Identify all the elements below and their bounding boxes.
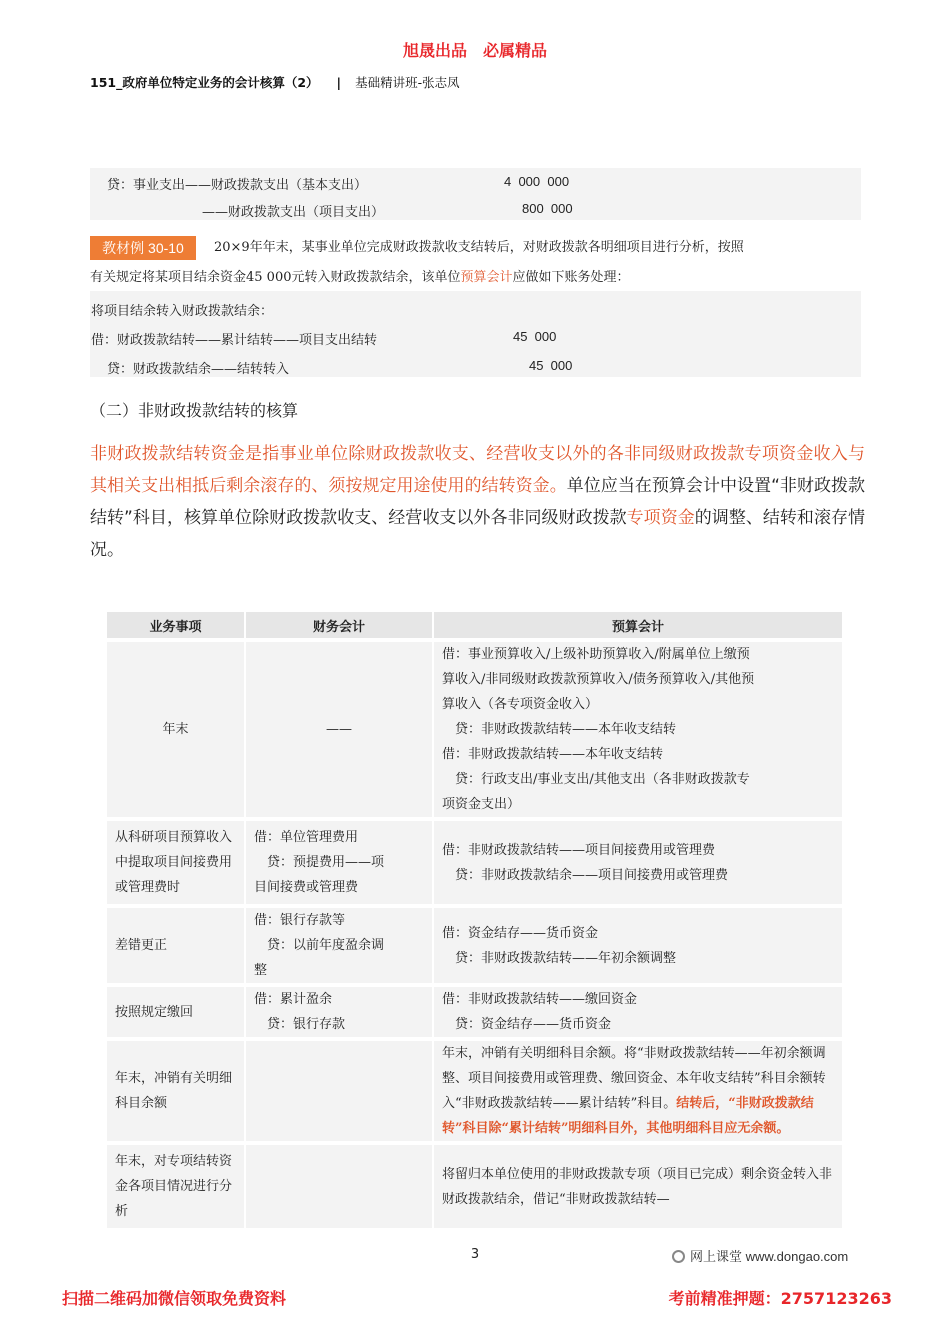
row-finance: 借：累计盈余 贷：银行存款 (245, 985, 433, 1039)
row-item: 年末 (107, 640, 245, 819)
body-highlight: 非财政拨款结转资金是指事业单位除财政拨款收支、经营收支以外的各非同级财政拨款专项资金收入与其相关支出相抵后剩余滚存的、须按规定用途使用的结转资金。 (90, 444, 865, 496)
banner-title: 旭晟出品 必属精品 (402, 41, 547, 60)
example-intro: 将项目结余转入财政拨款结余： (91, 304, 274, 319)
row-budget: 将留归本单位使用的非财政拨款专项（项目已完成）剩余资金转入非财政拨款结余，借记“非财政拨款结转— (433, 1143, 843, 1228)
body-paragraph: 非财政拨款结转资金是指事业单位除财政拨款收支、经营收支以外的各非同级财政拨款专项资金收入与其相关支出相抵后剩余滚存的、须按规定用途使用的结转资金。单位应当在预算会计中设置“非财政拨款结转”科目，核算单位除财政拨款收支、经营收支以外各非同级财政拨款专项资金的调整、结转和滚存情况。 (90, 444, 866, 560)
table-row (107, 819, 843, 906)
top-entry-credit-amount: 4 000 000 (504, 174, 570, 189)
example-line1: 20×9年年末，某事业单位完成财政拨款收支结转后，对财政拨款各明细项目进行分析，按照 (214, 240, 744, 255)
header-separator: | (336, 75, 342, 90)
example-credit: 贷：财政拨款结余——结转转入 (107, 362, 290, 377)
row-finance: —— (245, 640, 433, 819)
accounting-table (107, 612, 844, 1228)
row-finance (245, 1039, 433, 1143)
body-highlight-2: 专项资金 (626, 508, 695, 528)
table-row (107, 906, 843, 985)
table-header-item: 业务事项 (107, 612, 245, 640)
header-title: 151_政府单位特定业务的会计核算（2） (90, 75, 319, 90)
row-finance: 借：单位管理费用 贷：预提费用——项 目间接费或管理费 (245, 819, 433, 906)
row-item: 年末，冲销有关明细科目余额 (107, 1039, 245, 1143)
row-item: 年末，对专项结转资金各项目情况进行分析 (107, 1143, 245, 1228)
row-item: 从科研项目预算收入中提取项目间接费用或管理费时 (107, 819, 245, 906)
row-item: 按照规定缴回 (107, 985, 245, 1039)
page-header (90, 73, 460, 91)
top-entry-sub-amount: 800 000 (522, 201, 573, 216)
table-row (107, 640, 843, 819)
row-finance (245, 1143, 433, 1228)
highlight-budget-accounting: 预算会计 (460, 270, 513, 285)
table-row (107, 985, 843, 1039)
top-entry-credit: 贷：事业支出——财政拨款支出（基本支出） (107, 178, 368, 193)
example-debit: 借：财政拨款结转——累计结转——项目支出结转 (91, 333, 378, 348)
footer-left-promo: 扫描二维码加微信领取免费资料 (62, 1289, 287, 1308)
row-budget: 借：事业预算收入/上级补助预算收入/附属单位上缴预 算收入/非同级财政拨款预算收入/债务预算收入/其他预 算收入（各专项资金收入） 贷：非财政拨款结转——本年收支结转 借：非财政拨款结转——本年收支结转 贷：行政支出/事业支出/其他支出（各非财政拨款专 项资金支出） (433, 640, 843, 819)
example-line2: 有关规定将某项目结余资金45 000元转入财政拨款结余，该单位预算会计应做如下账务处理： (90, 270, 630, 285)
dongao-logo-icon (672, 1250, 685, 1263)
row-budget: 借：非财政拨款结转——缴回资金 贷：资金结存——货币资金 (433, 985, 843, 1039)
table-header-budget: 预算会计 (433, 612, 843, 640)
dongao-logo: 网上课堂 www.dongao.com (672, 1246, 848, 1265)
budget-highlight: 结转后，“非财政拨款结转”科目除“累计结转”明细科目外，其他明细科目应无余额。 (442, 1096, 814, 1136)
section-title: （二）非财政拨款结转的核算 (90, 401, 299, 420)
row-item: 差错更正 (107, 906, 245, 985)
example-credit-amount: 45 000 (529, 358, 573, 373)
table-row (107, 1039, 843, 1143)
row-budget: 借：资金结存——货币资金 贷：非财政拨款结转——年初余额调整 (433, 906, 843, 985)
table-row (107, 1143, 843, 1228)
example-tag: 教材例 30-10 (90, 236, 196, 260)
footer-right-promo: 考前精准押题：2757123263 (668, 1289, 892, 1308)
page-number: 3 (470, 1247, 480, 1262)
header-subtitle: 基础精讲班-张志凤 (355, 75, 460, 90)
row-budget: 年末，冲销有关明细科目余额。将“非财政拨款结转——年初余额调整、项目间接费用或管理费、缴回资金、本年收支结转”科目余额转入“非财政拨款结转——累计结转”科目。结转后，“非财政拨款结转”科目除“累计结转”明细科目外，其他明细科目应无余额。 (433, 1039, 843, 1143)
top-entry-sub: ——财政拨款支出（项目支出） (202, 205, 385, 220)
row-finance: 借：银行存款等 贷：以前年度盈余调 整 (245, 906, 433, 985)
example-debit-amount: 45 000 (513, 329, 557, 344)
table-header-finance: 财务会计 (245, 612, 433, 640)
row-budget: 借：非财政拨款结转——项目间接费用或管理费 贷：非财政拨款结余——项目间接费用或管理费 (433, 819, 843, 906)
